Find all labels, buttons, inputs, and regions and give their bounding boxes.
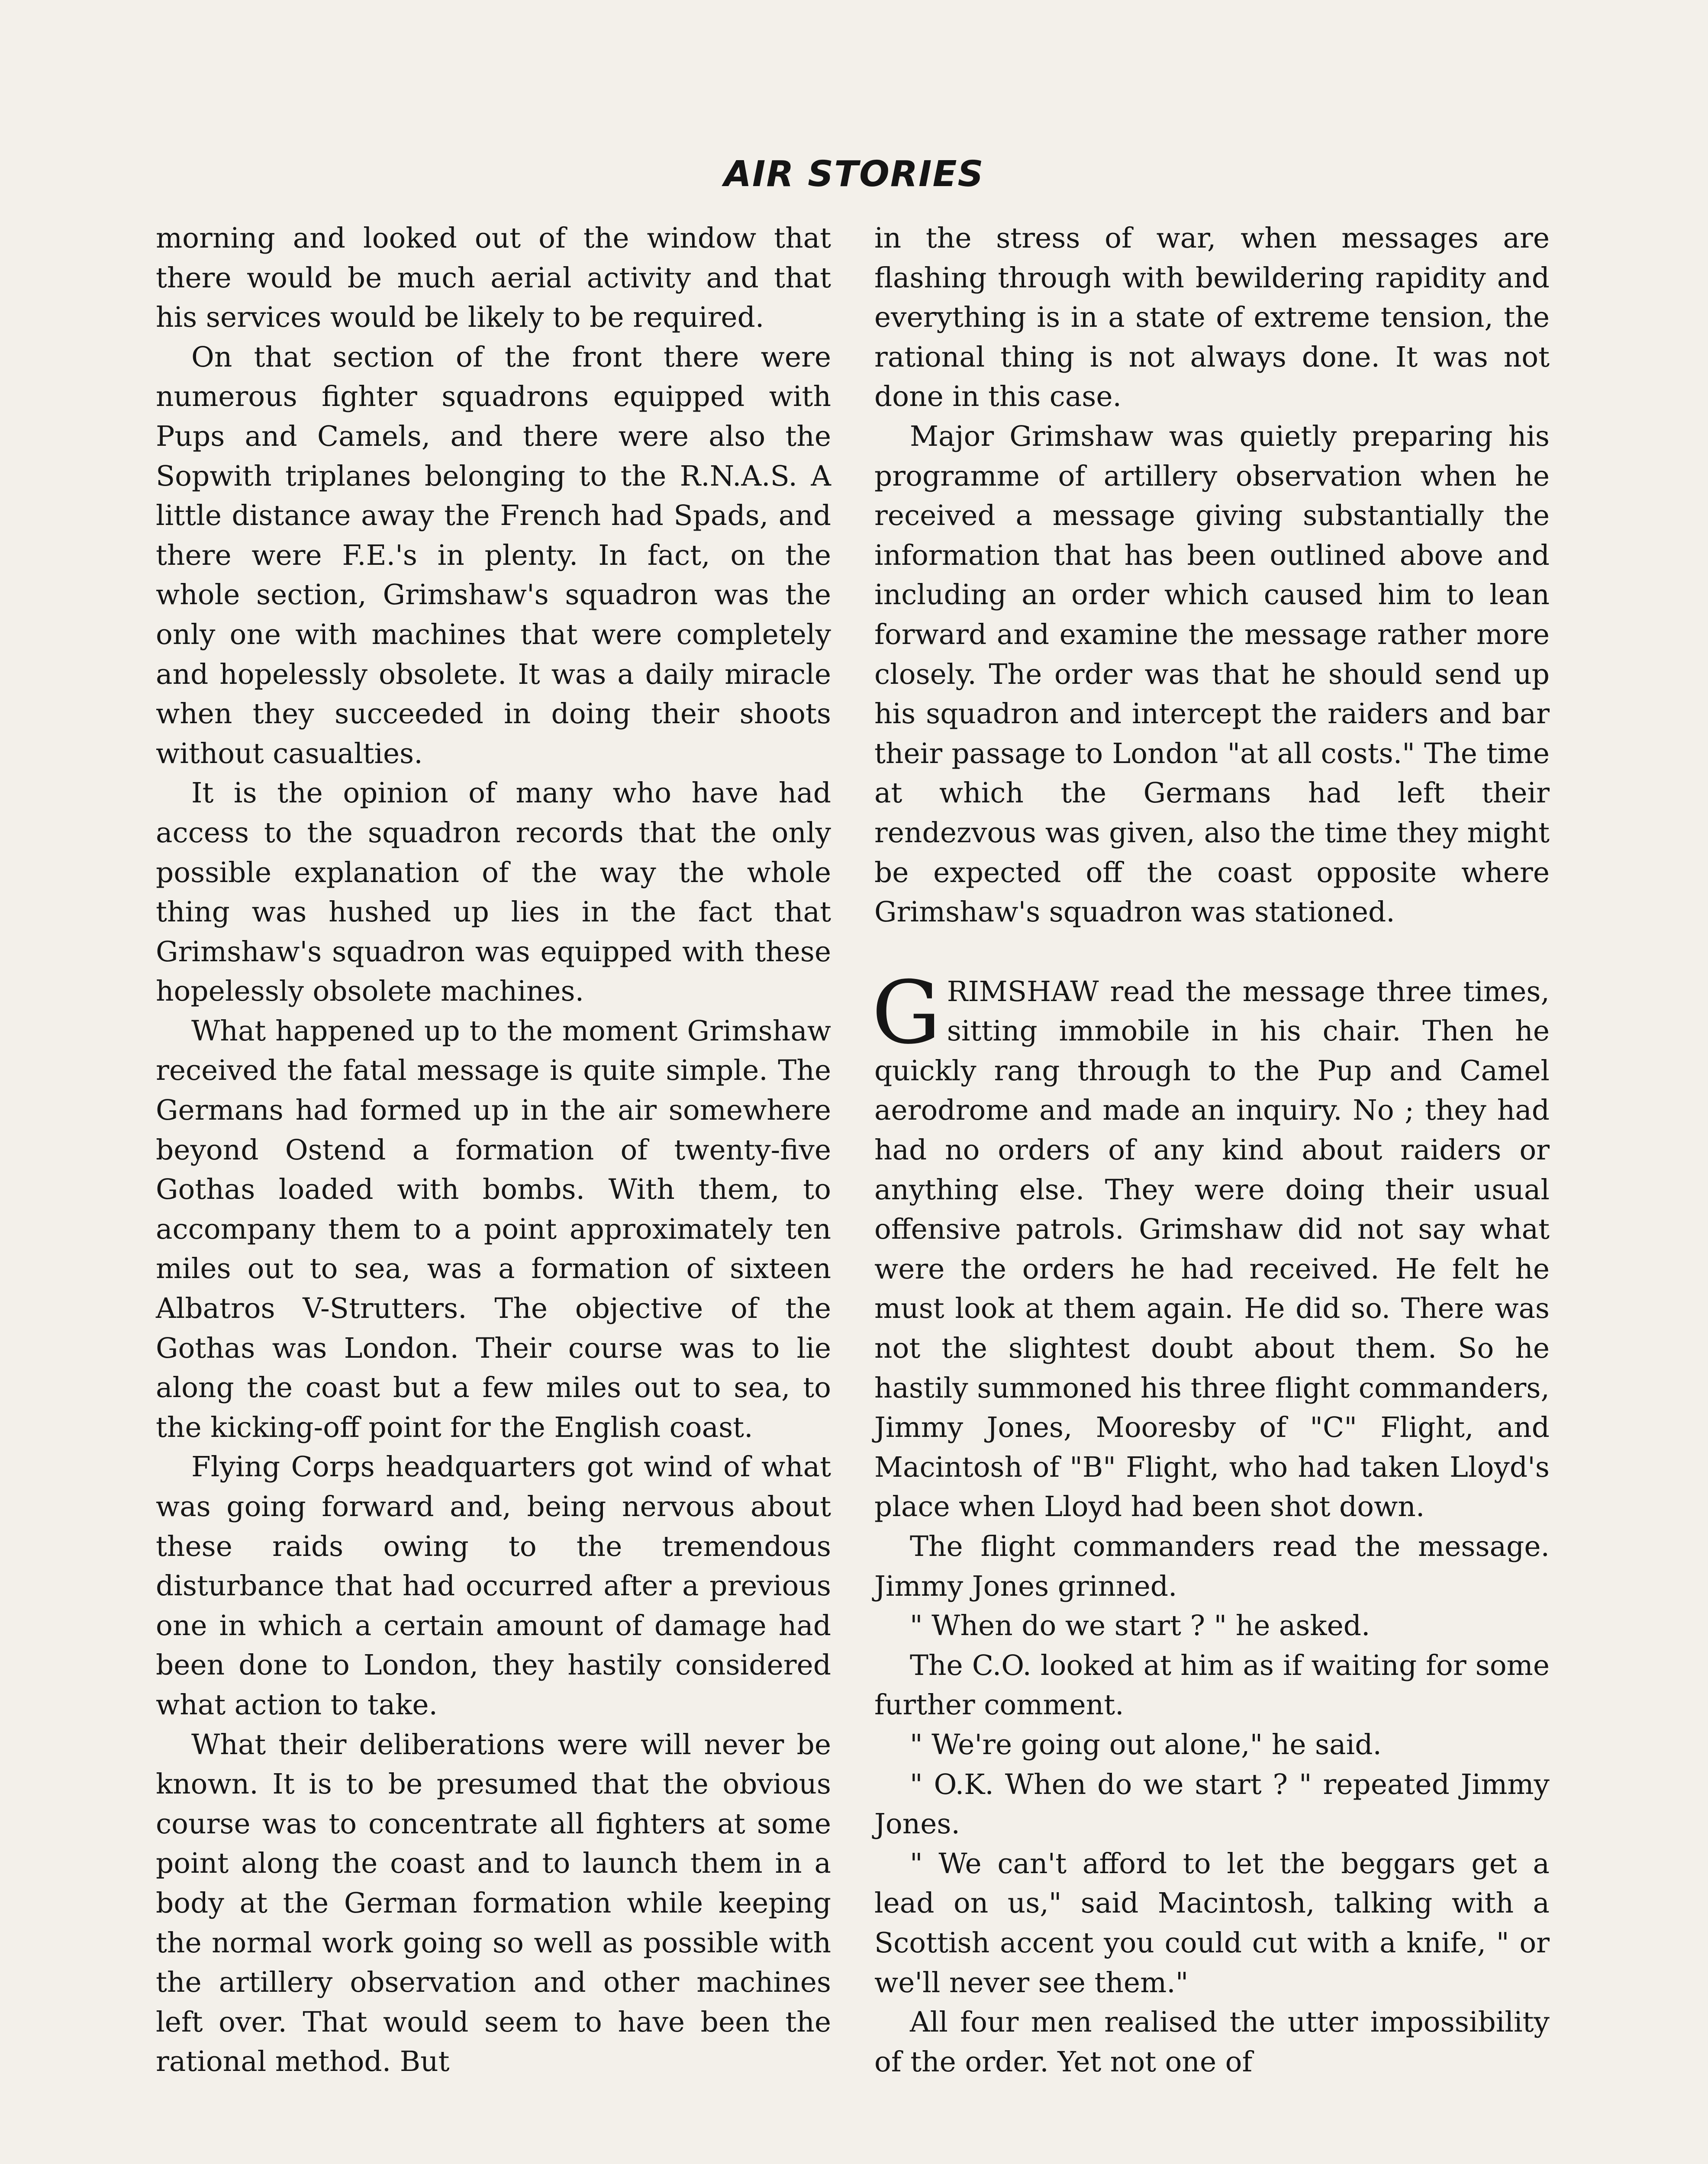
paragraph: What happened up to the moment Grimshaw received the fatal message is quite simple. The Germans had formed up in the air somewhere beyond Ostend a formation of twenty-five Gothas loaded with bombs. With them, to accompany them to a point approximately ten miles out to sea, was a formation of sixteen Albatros V-Strutters. The objective of the Gothas was London. Their course was to lie along the coast but a few miles out to sea, to the kicking-off point for the English coast. xyxy=(156,1014,831,1444)
paragraph: in the stress of war, when messages are flashing through with bewildering rapidity and everything is in a state of extreme tension, the rational thing is not always done. It was not done in this case. xyxy=(874,222,1550,413)
paragraph: It is the opinion of many who have had access to the squadron records that the only possible explanation of the way the whole thing was hushed up lies in the fact that Grimshaw's squadron was equipped with these hopelessly obsolete machines. xyxy=(156,777,831,1008)
paragraph: The C.O. looked at him as if waiting for some further comment. xyxy=(874,1649,1550,1722)
dialogue-paragraph: " When do we start ? " he asked. xyxy=(910,1610,1370,1642)
paragraph: Flying Corps headquarters got wind of what was going forward and, being nervous about these raids owing to the tremendous disturbance that had occurred after a previous one in which a certain amount of damage had been done to London, they hastily considered what action to take. xyxy=(156,1451,831,1721)
drop-cap: G xyxy=(872,962,941,1063)
paragraph: The flight commanders read the message. Jimmy Jones grinned. xyxy=(874,1530,1550,1603)
dialogue-paragraph: " We're going out alone," he said. xyxy=(910,1728,1382,1761)
dialogue-paragraph: " O.K. When do we start ? " repeated Jimmy Jones. xyxy=(874,1768,1550,1841)
left-column xyxy=(156,219,831,2082)
right-column xyxy=(874,219,1550,2082)
dialogue-paragraph: " We can't afford to let the beggars get a lead on us," said Macintosh, talking with a Scottish accent you could cut with a knife, " or we'll never see them." xyxy=(874,1847,1550,1999)
section-opening-text: RIMSHAW read the message three times, sitting immobile in his chair. Then he quickly rang through to the Pup and Camel aerodrome and made an inquiry. No ; they had had no orders of any kind about raiders or anything else. They were doing their usual offensive patrols. Grimshaw did not say what were the orders he had received. He felt he must look at them again. He did so. There was not the slightest doubt about them. So he hastily summoned his three flight commanders, Jimmy Jones, Mooresby of "C" Flight, and Macintosh of "B" Flight, who had taken Lloyd's place when Lloyd had been shot down. xyxy=(874,975,1550,1523)
paragraph: All four men realised the utter impossibility of the order. Yet not one of xyxy=(874,2006,1550,2078)
paragraph: Major Grimshaw was quietly preparing his programme of artillery observation when he received a message giving substantially the information that has been outlined above and including an order which caused him to lean forward and examine the message rather more closely. The order was that he should send up his squadron and intercept the raiders and bar their passage to London "at all costs." The time at which the Germans had left their rendezvous was given, also the time they might be expected off the coast opposite where Grimshaw's squadron was stationed. xyxy=(874,420,1550,929)
paragraph: What their deliberations were will never be known. It is to be presumed that the obvious course was to concentrate all fighters at some point along the coast and to launch them in a body at the German formation while keeping the normal work going so well as possible with the artillery observation and other machines left over. That would seem to have been the rational method. But xyxy=(156,1728,831,2078)
section-opening-paragraph xyxy=(872,962,1550,1527)
running-title: AIR STORIES xyxy=(724,154,984,195)
paragraph: morning and looked out of the window that there would be much aerial activity and that his services would be likely to be required. xyxy=(156,222,831,334)
paragraph: On that section of the front there were numerous fighter squadrons equipped with Pups and Camels, and there were also the Sopwith triplanes belonging to the R.N.A.S. A little distance away the French had Spads, and there were F.E.'s in plenty. In fact, on the whole section, Grimshaw's squadron was the only one with machines that were completely and hopelessly obsolete. It was a daily miracle when they succeeded in doing their shoots without casualties. xyxy=(156,341,831,770)
